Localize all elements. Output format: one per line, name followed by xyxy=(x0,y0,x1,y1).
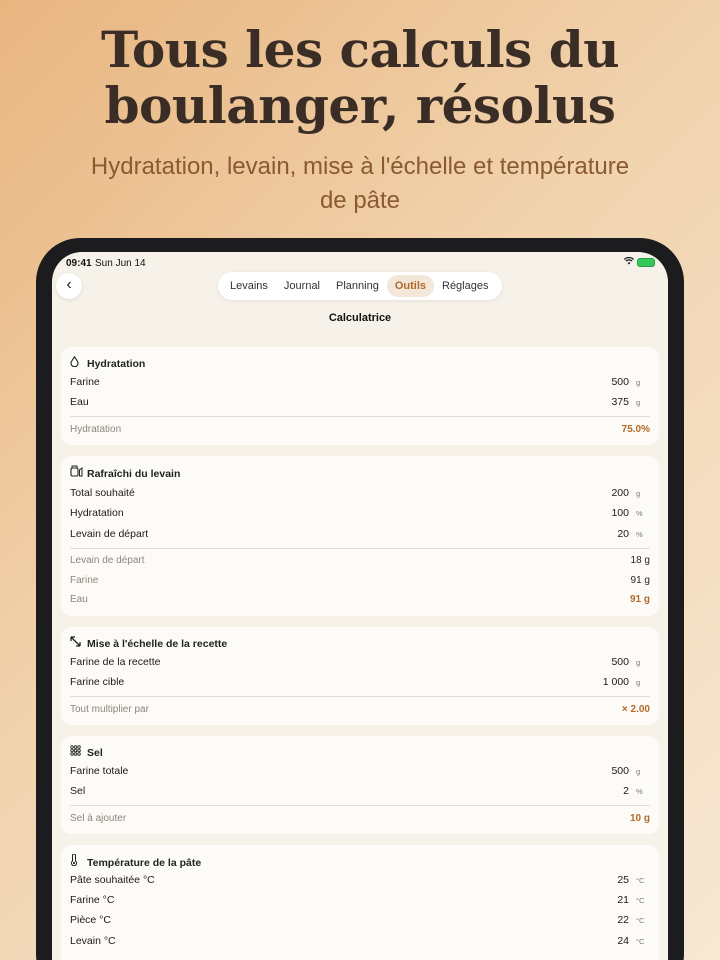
status-bar xyxy=(52,252,668,274)
headline-line-2: boulanger, résolus xyxy=(104,76,616,135)
row-unit: % xyxy=(636,509,643,518)
scale-result-row xyxy=(70,704,650,720)
salt-card-title: Sel xyxy=(87,747,103,759)
row-label: Total souhaité xyxy=(70,487,135,499)
refresh-result-water xyxy=(70,594,650,610)
row-unit: g xyxy=(636,767,641,776)
row-label: Levain °C xyxy=(70,935,116,947)
result-value: 18 g xyxy=(630,555,650,566)
row-unit: % xyxy=(636,530,643,539)
row-value[interactable]: 22 xyxy=(617,914,629,926)
headline xyxy=(0,22,720,134)
row-value[interactable]: 500 xyxy=(611,376,629,388)
resize-arrows-icon xyxy=(70,636,84,650)
refresh-starter-row[interactable] xyxy=(70,528,650,544)
row-unit: °C xyxy=(636,876,645,885)
result-label: Sel à ajouter xyxy=(70,813,127,824)
row-value[interactable]: 200 xyxy=(611,487,629,499)
row-label: Farine °C xyxy=(70,894,115,906)
temp-levain-row[interactable] xyxy=(70,935,650,951)
row-value[interactable]: 100 xyxy=(611,507,629,519)
result-label: Eau xyxy=(70,594,88,605)
row-value[interactable]: 2 xyxy=(623,785,629,797)
hydration-flour-row[interactable] xyxy=(70,376,650,392)
hydration-result-row xyxy=(70,424,650,440)
row-unit: g xyxy=(636,398,641,407)
row-label: Sel xyxy=(70,785,86,797)
row-unit: g xyxy=(636,489,641,498)
temperature-card-title: Température de la pâte xyxy=(87,857,202,869)
thermometer-icon xyxy=(70,854,84,869)
levain-refresh-card xyxy=(61,456,659,616)
hydration-card-title: Hydratation xyxy=(87,358,146,370)
jar-icon xyxy=(70,465,84,480)
tab-bar xyxy=(218,272,502,300)
scale-recipe-flour-row[interactable] xyxy=(70,656,650,672)
refresh-result-flour xyxy=(70,575,650,591)
tab-levains[interactable]: Levains xyxy=(230,280,268,292)
refresh-result-starter xyxy=(70,555,650,571)
subheadline-line-2: de pâte xyxy=(319,187,401,214)
headline-line-1: Tous les calculs du xyxy=(100,20,620,79)
row-label: Farine de la recette xyxy=(70,656,161,668)
row-unit: °C xyxy=(636,937,645,946)
row-unit: °C xyxy=(636,916,645,925)
result-label: Farine xyxy=(70,575,99,586)
row-value[interactable]: 1 000 xyxy=(602,676,629,688)
salt-grid-icon xyxy=(70,745,84,759)
hydration-card-header xyxy=(70,356,145,370)
temp-target-row[interactable] xyxy=(70,874,650,890)
scale-card-header xyxy=(70,636,227,650)
row-value[interactable]: 20 xyxy=(617,528,629,540)
wifi-icon xyxy=(624,257,634,268)
row-label: Farine cible xyxy=(70,676,125,688)
divider xyxy=(70,548,650,549)
tab-reglages[interactable]: Réglages xyxy=(442,280,489,292)
temp-flour-row[interactable] xyxy=(70,894,650,910)
row-label: Pâte souhaitée °C xyxy=(70,874,155,886)
row-label: Eau xyxy=(70,396,89,408)
divider xyxy=(70,696,650,697)
tab-outils[interactable]: Outils xyxy=(387,275,434,297)
salt-card-header xyxy=(70,745,103,759)
divider xyxy=(70,416,650,417)
hydration-water-row[interactable] xyxy=(70,396,650,412)
row-label: Levain de départ xyxy=(70,528,149,540)
row-value[interactable]: 500 xyxy=(611,765,629,777)
result-value: 75.0% xyxy=(621,424,650,435)
row-value[interactable]: 375 xyxy=(611,396,629,408)
row-unit: g xyxy=(636,378,641,387)
tablet-screen xyxy=(52,252,668,960)
row-unit: g xyxy=(636,678,641,687)
scale-card xyxy=(61,627,659,725)
temp-room-row[interactable] xyxy=(70,914,650,930)
chevron-left-icon: ‹ xyxy=(66,276,72,293)
hydration-card xyxy=(61,347,659,445)
back-button[interactable] xyxy=(56,273,82,299)
result-value: 91 g xyxy=(629,594,650,605)
result-value: 10 g xyxy=(629,813,650,824)
subheadline xyxy=(40,150,680,218)
battery-icon xyxy=(637,258,655,267)
refresh-total-row[interactable] xyxy=(70,487,650,503)
salt-total-flour-row[interactable] xyxy=(70,765,650,781)
row-value[interactable]: 500 xyxy=(611,656,629,668)
row-label: Pièce °C xyxy=(70,914,111,926)
scale-target-flour-row[interactable] xyxy=(70,676,650,692)
levain-refresh-card-title: Rafraîchi du levain xyxy=(87,468,181,480)
subheadline-line-1: Hydratation, levain, mise à l'échelle et température xyxy=(90,153,630,180)
page-title: Calculatrice xyxy=(328,312,392,324)
result-value: × 2.00 xyxy=(621,704,650,715)
row-unit: % xyxy=(636,787,643,796)
row-value[interactable]: 21 xyxy=(617,894,629,906)
row-value[interactable]: 24 xyxy=(617,935,629,947)
scale-card-title: Mise à l'échelle de la recette xyxy=(87,638,228,650)
status-date: Sun Jun 14 xyxy=(95,258,146,269)
salt-result-row xyxy=(70,813,650,829)
temperature-card-header xyxy=(70,854,201,869)
tab-planning[interactable]: Planning xyxy=(336,280,379,292)
row-value[interactable]: 25 xyxy=(617,874,629,886)
refresh-hydration-row[interactable] xyxy=(70,507,650,523)
status-time: 09:41 xyxy=(66,258,92,269)
tab-journal[interactable]: Journal xyxy=(283,280,320,292)
row-unit: g xyxy=(636,658,641,667)
result-label: Hydratation xyxy=(70,424,122,435)
row-label: Farine totale xyxy=(70,765,129,777)
salt-percent-row[interactable] xyxy=(70,785,650,801)
temperature-card xyxy=(61,845,659,960)
row-label: Hydratation xyxy=(70,507,124,519)
divider xyxy=(70,805,650,806)
salt-card xyxy=(61,736,659,834)
row-unit: °C xyxy=(636,896,645,905)
levain-refresh-card-header xyxy=(70,465,180,480)
drop-icon xyxy=(70,356,84,370)
row-label: Farine xyxy=(70,376,100,388)
result-label: Tout multiplier par xyxy=(70,704,149,715)
result-value: 91 g xyxy=(630,575,650,586)
result-label: Levain de départ xyxy=(70,555,145,566)
